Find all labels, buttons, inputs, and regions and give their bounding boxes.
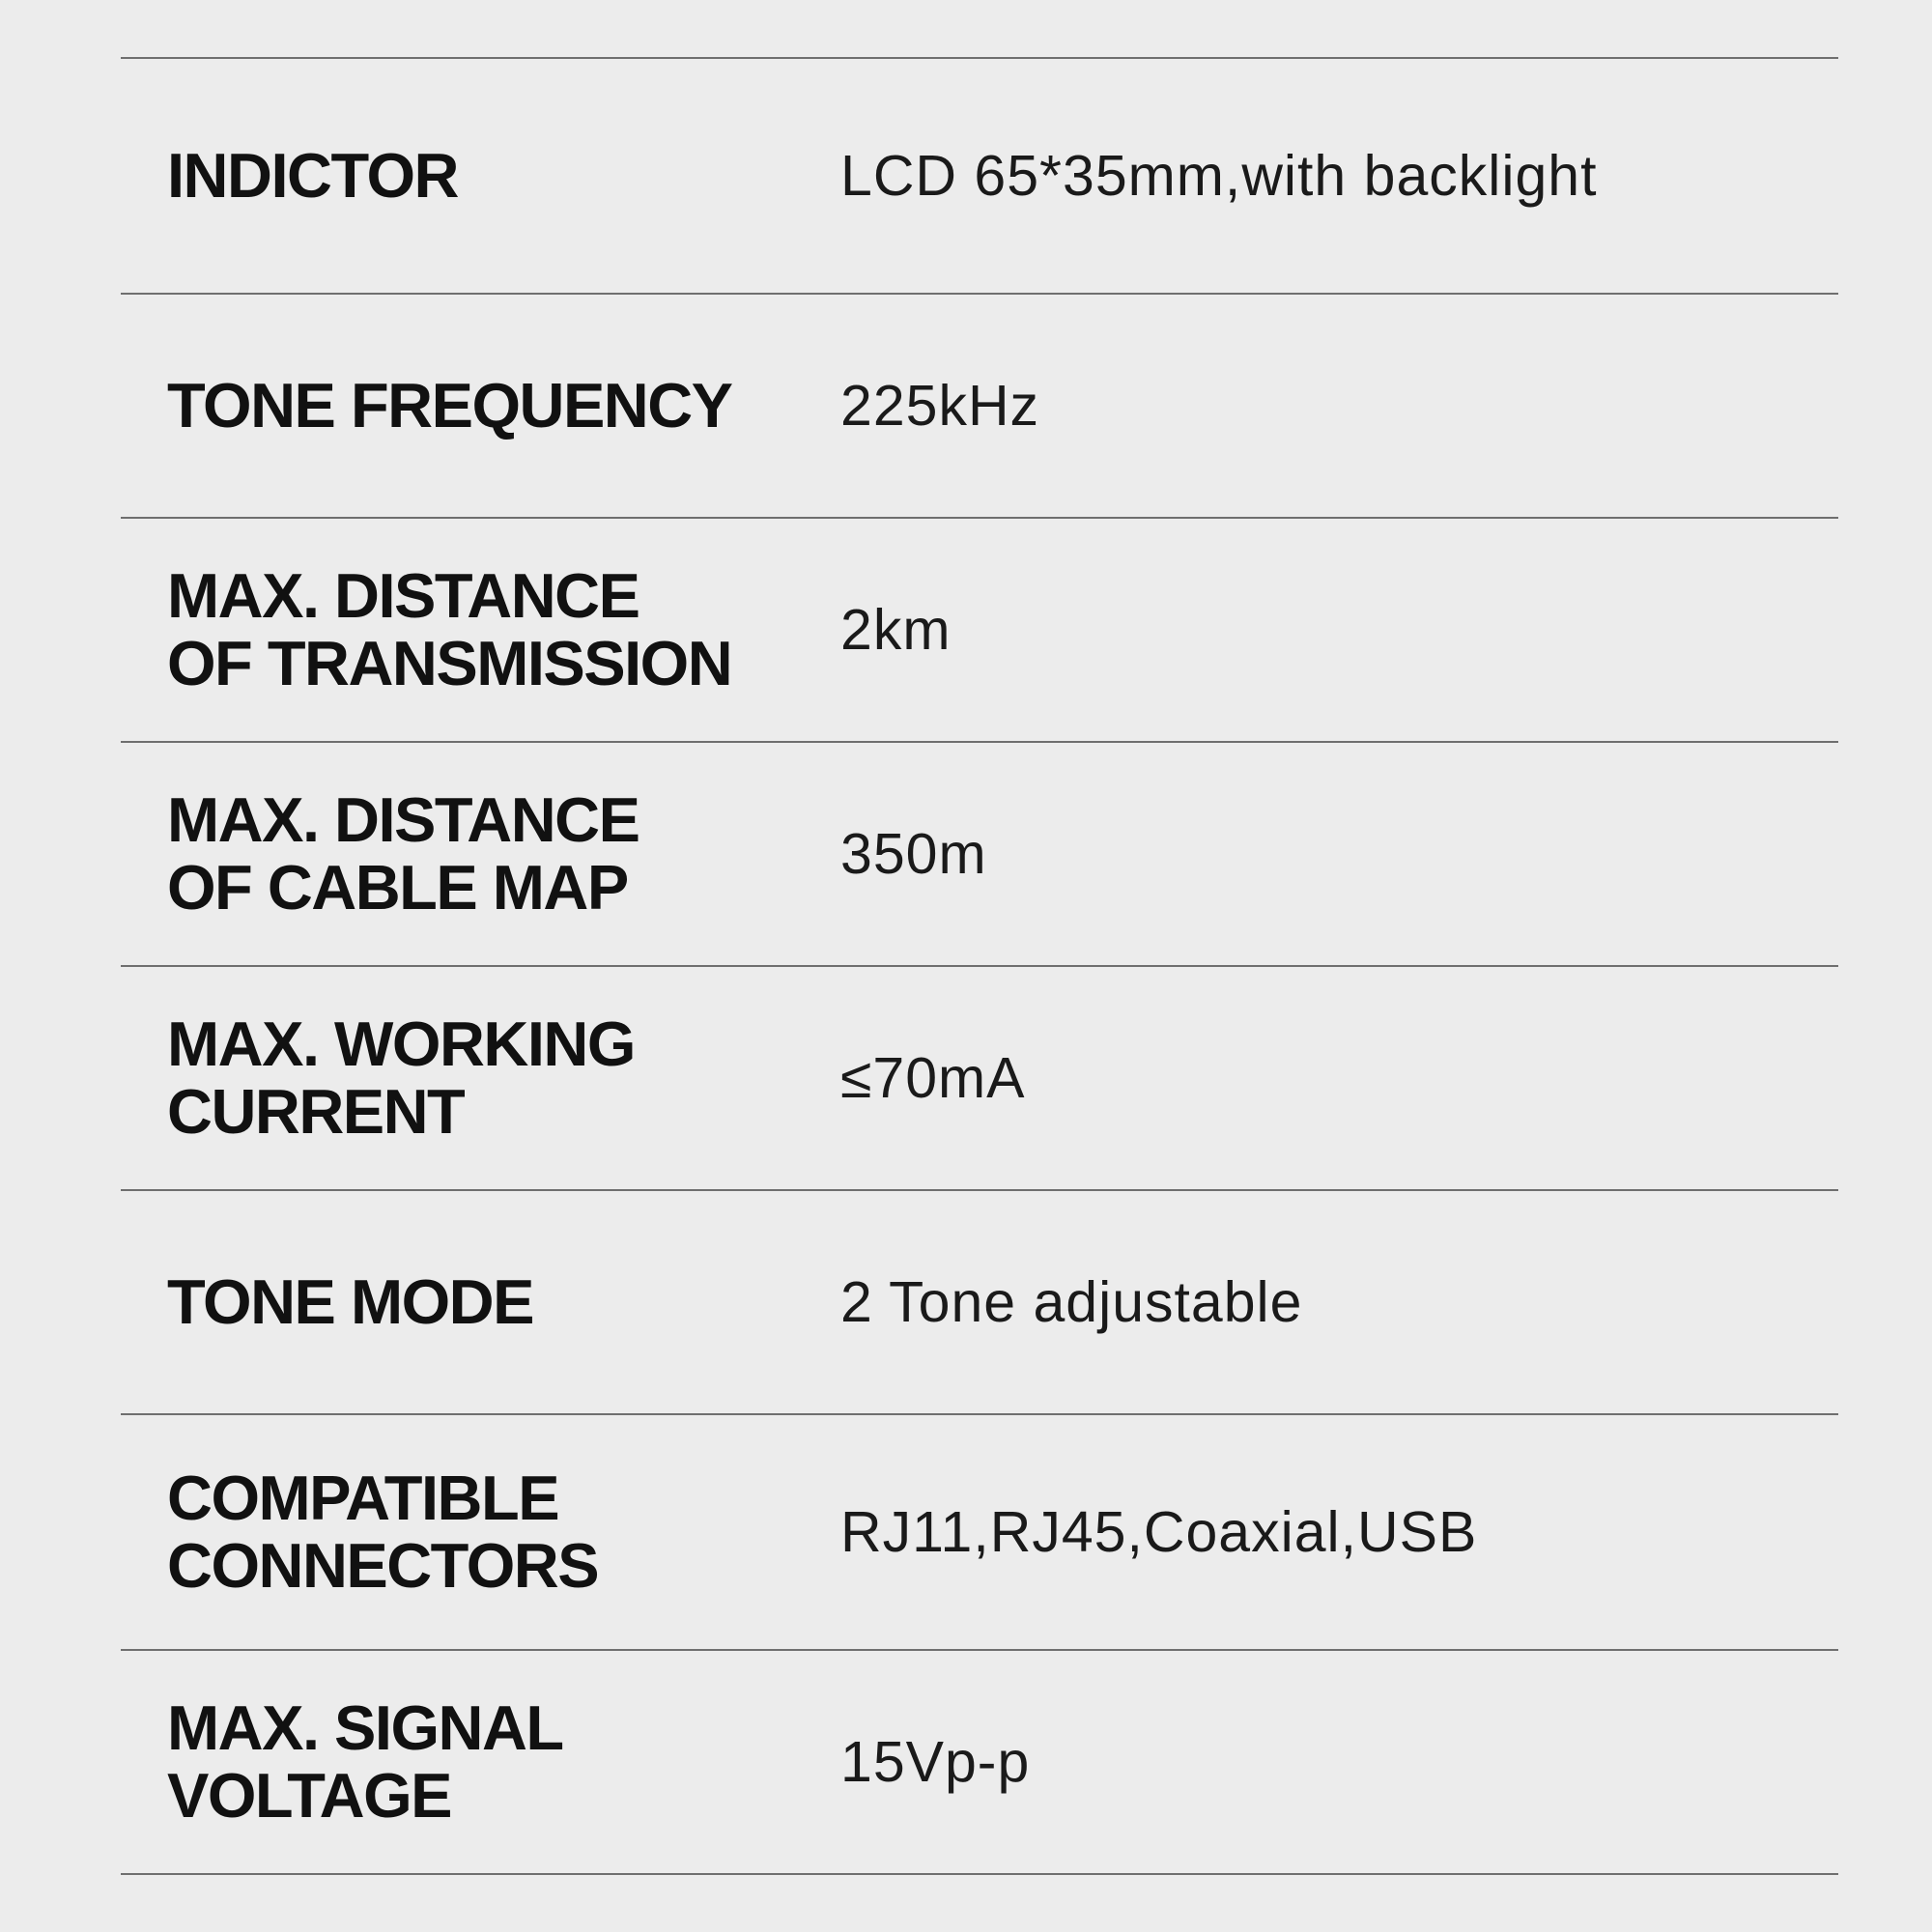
spec-table <box>121 57 1838 1875</box>
spec-row-tone-frequency <box>121 295 1838 519</box>
spec-label: MAX. DISTANCE OF TRANSMISSION <box>167 560 732 698</box>
spec-row-max-signal-voltage <box>121 1651 1838 1875</box>
spec-row-max-distance-transmission <box>121 519 1838 743</box>
spec-value: LCD 65*35mm,with backlight <box>840 144 1598 208</box>
spec-value: ≤70mA <box>840 1046 1026 1110</box>
spec-row-max-distance-cable-map <box>121 743 1838 967</box>
spec-value: 225kHz <box>840 374 1040 438</box>
spec-label: MAX. SIGNAL VOLTAGE <box>167 1692 563 1831</box>
spec-label: MAX. WORKING CURRENT <box>167 1009 635 1147</box>
spec-value: RJ11,RJ45,Coaxial,USB <box>840 1500 1478 1564</box>
spec-label: TONE FREQUENCY <box>167 370 732 440</box>
spec-row-max-working-current <box>121 967 1838 1191</box>
spec-row-tone-mode <box>121 1191 1838 1415</box>
spec-value: 2km <box>840 598 952 662</box>
spec-label: MAX. DISTANCE OF CABLE MAP <box>167 784 639 923</box>
spec-label: TONE MODE <box>167 1266 533 1337</box>
spec-row-compatible-connectors <box>121 1415 1838 1651</box>
spec-value: 15Vp-p <box>840 1730 1031 1794</box>
spec-row-indicator <box>121 59 1838 295</box>
spec-value: 2 Tone adjustable <box>840 1270 1303 1334</box>
spec-label: COMPATIBLE CONNECTORS <box>167 1463 599 1601</box>
spec-label: INDICTOR <box>167 140 458 211</box>
spec-value: 350m <box>840 822 987 886</box>
